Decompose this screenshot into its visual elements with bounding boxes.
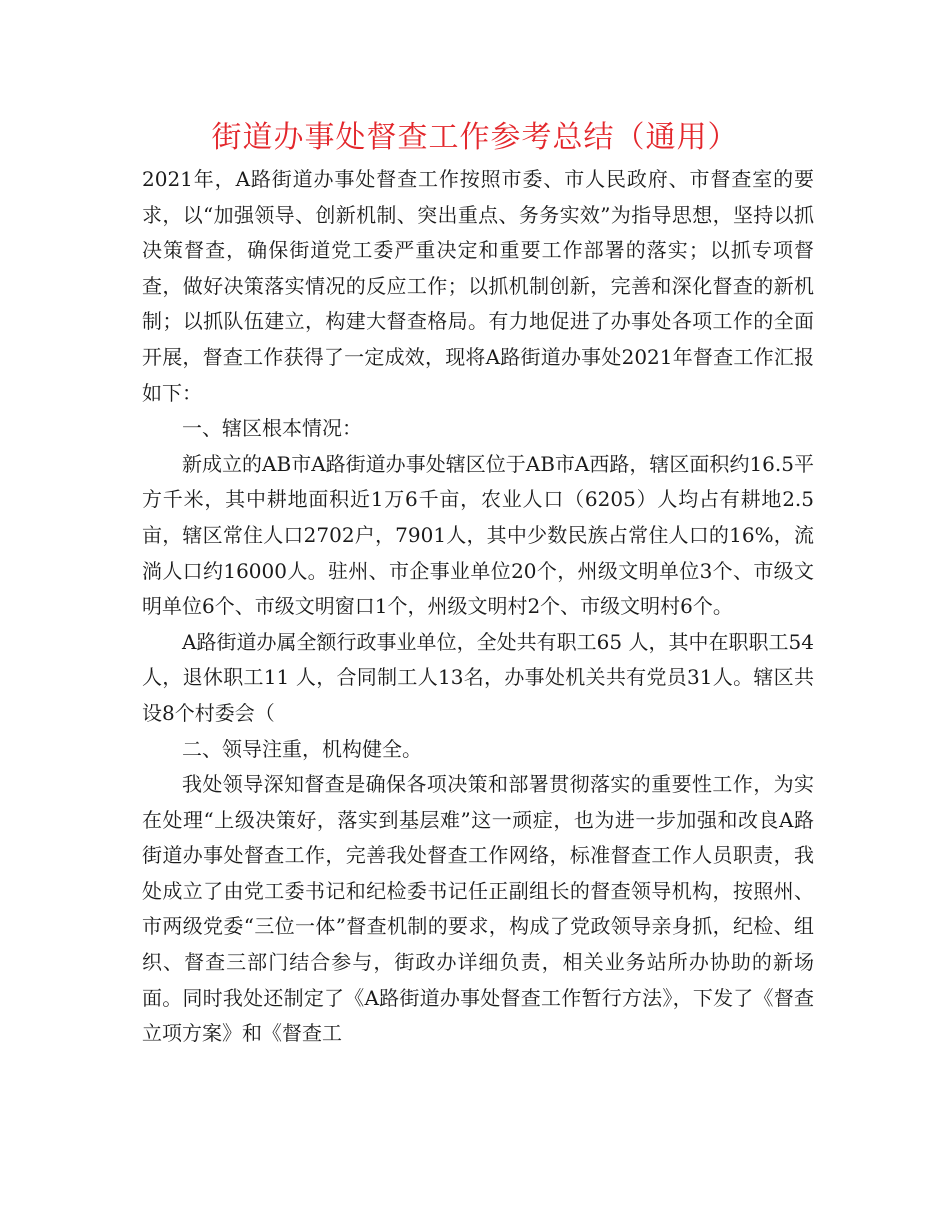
paragraph-leadership: 我处领导深知督查是确保各项决策和部署贯彻落实的重要性工作，为实在处理“上级决策好，落实到基层难”这一顽症，也为进一步加强和改良A路街道办事处督查工作，完善我处督查工作网络，标准督查工作人员职责，我处成立了由党工委书记和纪检委书记任正副组长的督查领导机构，按照州、市两级党委“三位一体”督查机制的要求，构成了党政领导亲身抓，纪检、组织、督查三部门结合参与，街政办详细负责，相关业务站所办协助的新场面。同时我处还制定了《A路街道办事处督查工作暂行方法》，下发了《督查立项方案》和《督查工 — [142, 772, 814, 1046]
paragraph-intro: 2021年，A路街道办事处督查工作按照市委、市人民政府、市督查室的要求，以“加强领导、创新机制、突出重点、务务实效”为指导思想，坚持以抓决策督查，确保街道党工委严重决定和重要工作部署的落实；以抓专项督查，做好决策落实情况的反应工作；以抓机制创新，完善和深化督查的新机制；以抓队伍建立，构建大督查格局。有力地促进了办事处各项工作的全面开展，督查工作获得了一定成效，现将A路街道办事处2021年督查工作汇报如下： — [142, 167, 814, 405]
document-title: 街道办事处督查工作参考总结（通用） — [211, 120, 739, 155]
paragraph-staff: A路街道办属全额行政事业单位，全处共有职工65 人，其中在职职工54 人，退休职工11 人，合同制工人13名，办事处机关共有党员31人。辖区共设8个村委会（ — [142, 629, 814, 725]
section-heading-jurisdiction: 一、辖区根本情况： — [182, 416, 362, 441]
document-body — [142, 162, 814, 1052]
paragraph-jurisdiction-overview: 新成立的AB市A路街道办事处辖区位于AB市A西路，辖区面积约16.5平方千米，其中耕地面积近1万6千亩，农业人口（6205）人均占有耕地2.5亩，辖区常住人口2702户，7901人，其中少数民族占常住人口的16%，流淌人口约16000人。驻州、市企事业单位20个，州级文明单位3个、市级文明单位6个、市级文明窗口1个，州级文明村2个、市级文明村6个。 — [142, 451, 814, 619]
section-heading-leadership: 二、领导注重，机构健全。 — [182, 736, 422, 761]
